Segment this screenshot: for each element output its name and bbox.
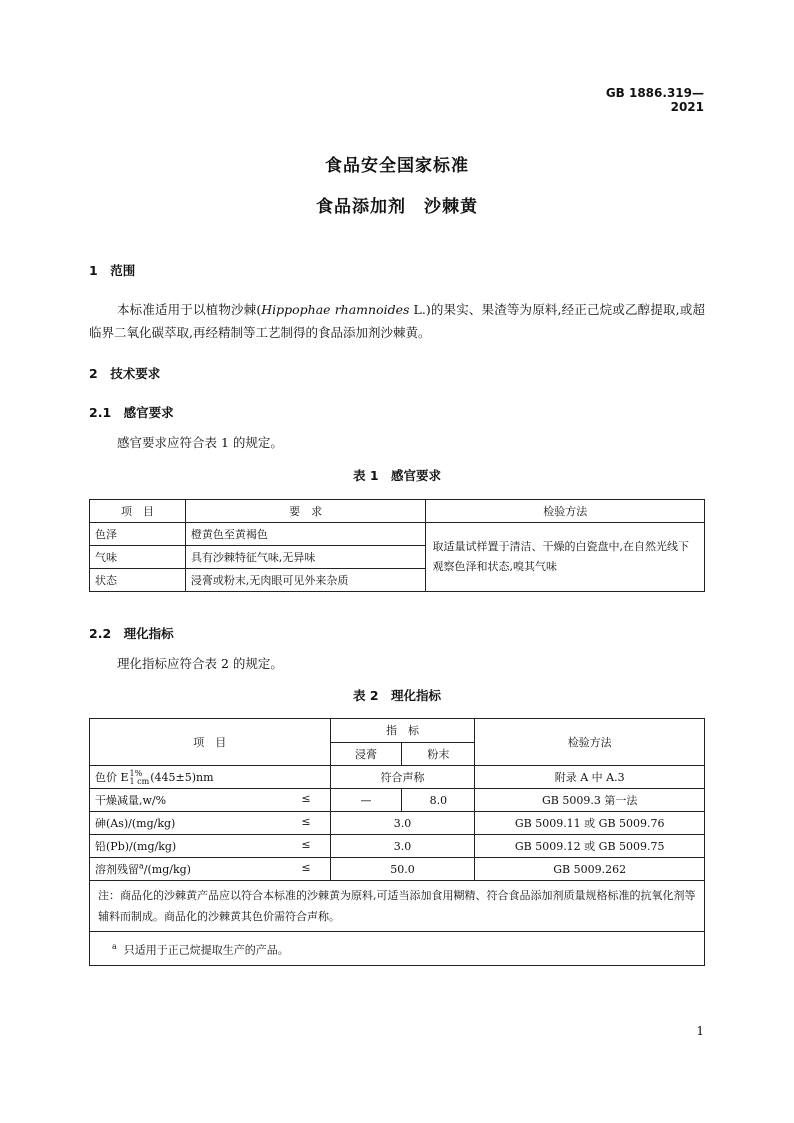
table-2-header-index: 指 标 bbox=[330, 719, 475, 743]
row-label-text: 铅(Pb)/(mg/kg) bbox=[95, 840, 177, 853]
table-2-paste-value: — bbox=[330, 789, 402, 812]
para-text-b: L.)的果实、果渣等为原料,经正己烷或乙醇提取,或超临界二氧化碳萃取,再经精制等工艺制得的食品添加剂沙棘黄。 bbox=[89, 302, 705, 340]
title-line-1: 食品安全国家标准 bbox=[325, 156, 469, 176]
table-2-caption: 表 2 理化指标 bbox=[352, 688, 442, 703]
footnote-mark: a bbox=[112, 942, 117, 951]
table-2-powder-value: 8.0 bbox=[402, 789, 475, 812]
table-1-caption: 表 1 感官要求 bbox=[352, 468, 442, 483]
label-subscript: 1 cm bbox=[129, 776, 150, 786]
le-symbol: ≤ bbox=[301, 861, 311, 874]
label-superscript: 1% bbox=[129, 768, 143, 778]
table-2-value: 50.0 bbox=[330, 858, 475, 881]
footnote-ref: a bbox=[139, 861, 144, 871]
section-2-2-text: 理化指标应符合表 2 的规定。 bbox=[117, 656, 283, 671]
table-2-row-label bbox=[90, 835, 331, 858]
table-1-header-item: 项 目 bbox=[90, 500, 186, 523]
le-symbol: ≤ bbox=[301, 792, 311, 805]
table-1-method: 取适量试样置于清洁、干燥的白瓷盘中,在自然光线下观察色泽和状态,嗅其气味 bbox=[426, 523, 705, 592]
title-line-2: 食品添加剂 沙棘黄 bbox=[316, 197, 478, 217]
table-1-header-requirement: 要 求 bbox=[185, 500, 426, 523]
table-2-color-value-label bbox=[90, 766, 331, 789]
table-2-header-method: 检验方法 bbox=[475, 719, 705, 766]
table-1-header-method: 检验方法 bbox=[426, 500, 705, 523]
table-1 bbox=[89, 499, 705, 592]
row-label-suffix: /(mg/kg) bbox=[143, 863, 191, 876]
le-symbol: ≤ bbox=[301, 838, 311, 851]
section-2-heading: 2 技术要求 bbox=[89, 366, 161, 381]
le-symbol: ≤ bbox=[301, 815, 311, 828]
para-latin-name: Hippophae rhamnoides bbox=[261, 302, 410, 317]
table-1-item: 气味 bbox=[90, 546, 186, 569]
page-number: 1 bbox=[696, 1024, 704, 1038]
table-2-value: 3.0 bbox=[330, 835, 475, 858]
table-2-method: GB 5009.12 或 GB 5009.75 bbox=[475, 835, 705, 858]
table-1-requirement: 具有沙棘特征气味,无异味 bbox=[185, 546, 426, 569]
table-2-method: GB 5009.11 或 GB 5009.76 bbox=[475, 812, 705, 835]
table-2-note: 注：商品化的沙棘黄产品应以符合本标准的沙棘黄为原料,可适当添加食用糊精、符合食品添加剂质量规格标准的抗氧化剂等辅料而制成。商品化的沙棘黄其色价需符合声称。 bbox=[90, 881, 705, 932]
table-1-item: 色泽 bbox=[90, 523, 186, 546]
table-2-header-item: 项 目 bbox=[90, 719, 331, 766]
table-2-value: 3.0 bbox=[330, 812, 475, 835]
label-suffix: (445±5)nm bbox=[150, 770, 214, 784]
label-prefix: 色价 E bbox=[95, 770, 129, 784]
table-2-row-label bbox=[90, 858, 331, 881]
table-2-method: GB 5009.262 bbox=[475, 858, 705, 881]
table-1-item: 状态 bbox=[90, 569, 186, 592]
row-label-text: 干燥减量,w/% bbox=[95, 794, 167, 807]
standard-code: GB 1886.319—2021 bbox=[605, 86, 704, 114]
table-2-header-powder: 粉末 bbox=[402, 742, 475, 766]
table-2-row-label bbox=[90, 812, 331, 835]
row-label-prefix: 溶剂残留 bbox=[95, 863, 139, 876]
table-2-method: GB 5009.3 第一法 bbox=[475, 789, 705, 812]
row-label-text: 砷(As)/(mg/kg) bbox=[95, 817, 176, 830]
section-2-2-heading: 2.2 理化指标 bbox=[89, 626, 174, 641]
table-2-color-value-method: 附录 A 中 A.3 bbox=[475, 766, 705, 789]
table-2-header-paste: 浸膏 bbox=[330, 742, 402, 766]
table-2-color-value: 符合声称 bbox=[330, 766, 475, 789]
section-2-1-text: 感官要求应符合表 1 的规定。 bbox=[117, 435, 283, 450]
table-1-requirement: 橙黄色至黄褐色 bbox=[185, 523, 426, 546]
section-1-paragraph bbox=[89, 298, 705, 344]
table-1-requirement: 浸膏或粉末,无肉眼可见外来杂质 bbox=[185, 569, 426, 592]
section-1-heading: 1 范围 bbox=[89, 263, 136, 278]
section-2-1-heading: 2.1 感官要求 bbox=[89, 405, 174, 420]
footnote-text: 只适用于正己烷提取生产的产品。 bbox=[123, 943, 289, 957]
table-2 bbox=[89, 718, 705, 966]
table-2-footnote bbox=[90, 932, 705, 966]
para-text-a: 本标准适用于以植物沙棘( bbox=[117, 302, 262, 317]
table-2-row-label bbox=[90, 789, 331, 812]
